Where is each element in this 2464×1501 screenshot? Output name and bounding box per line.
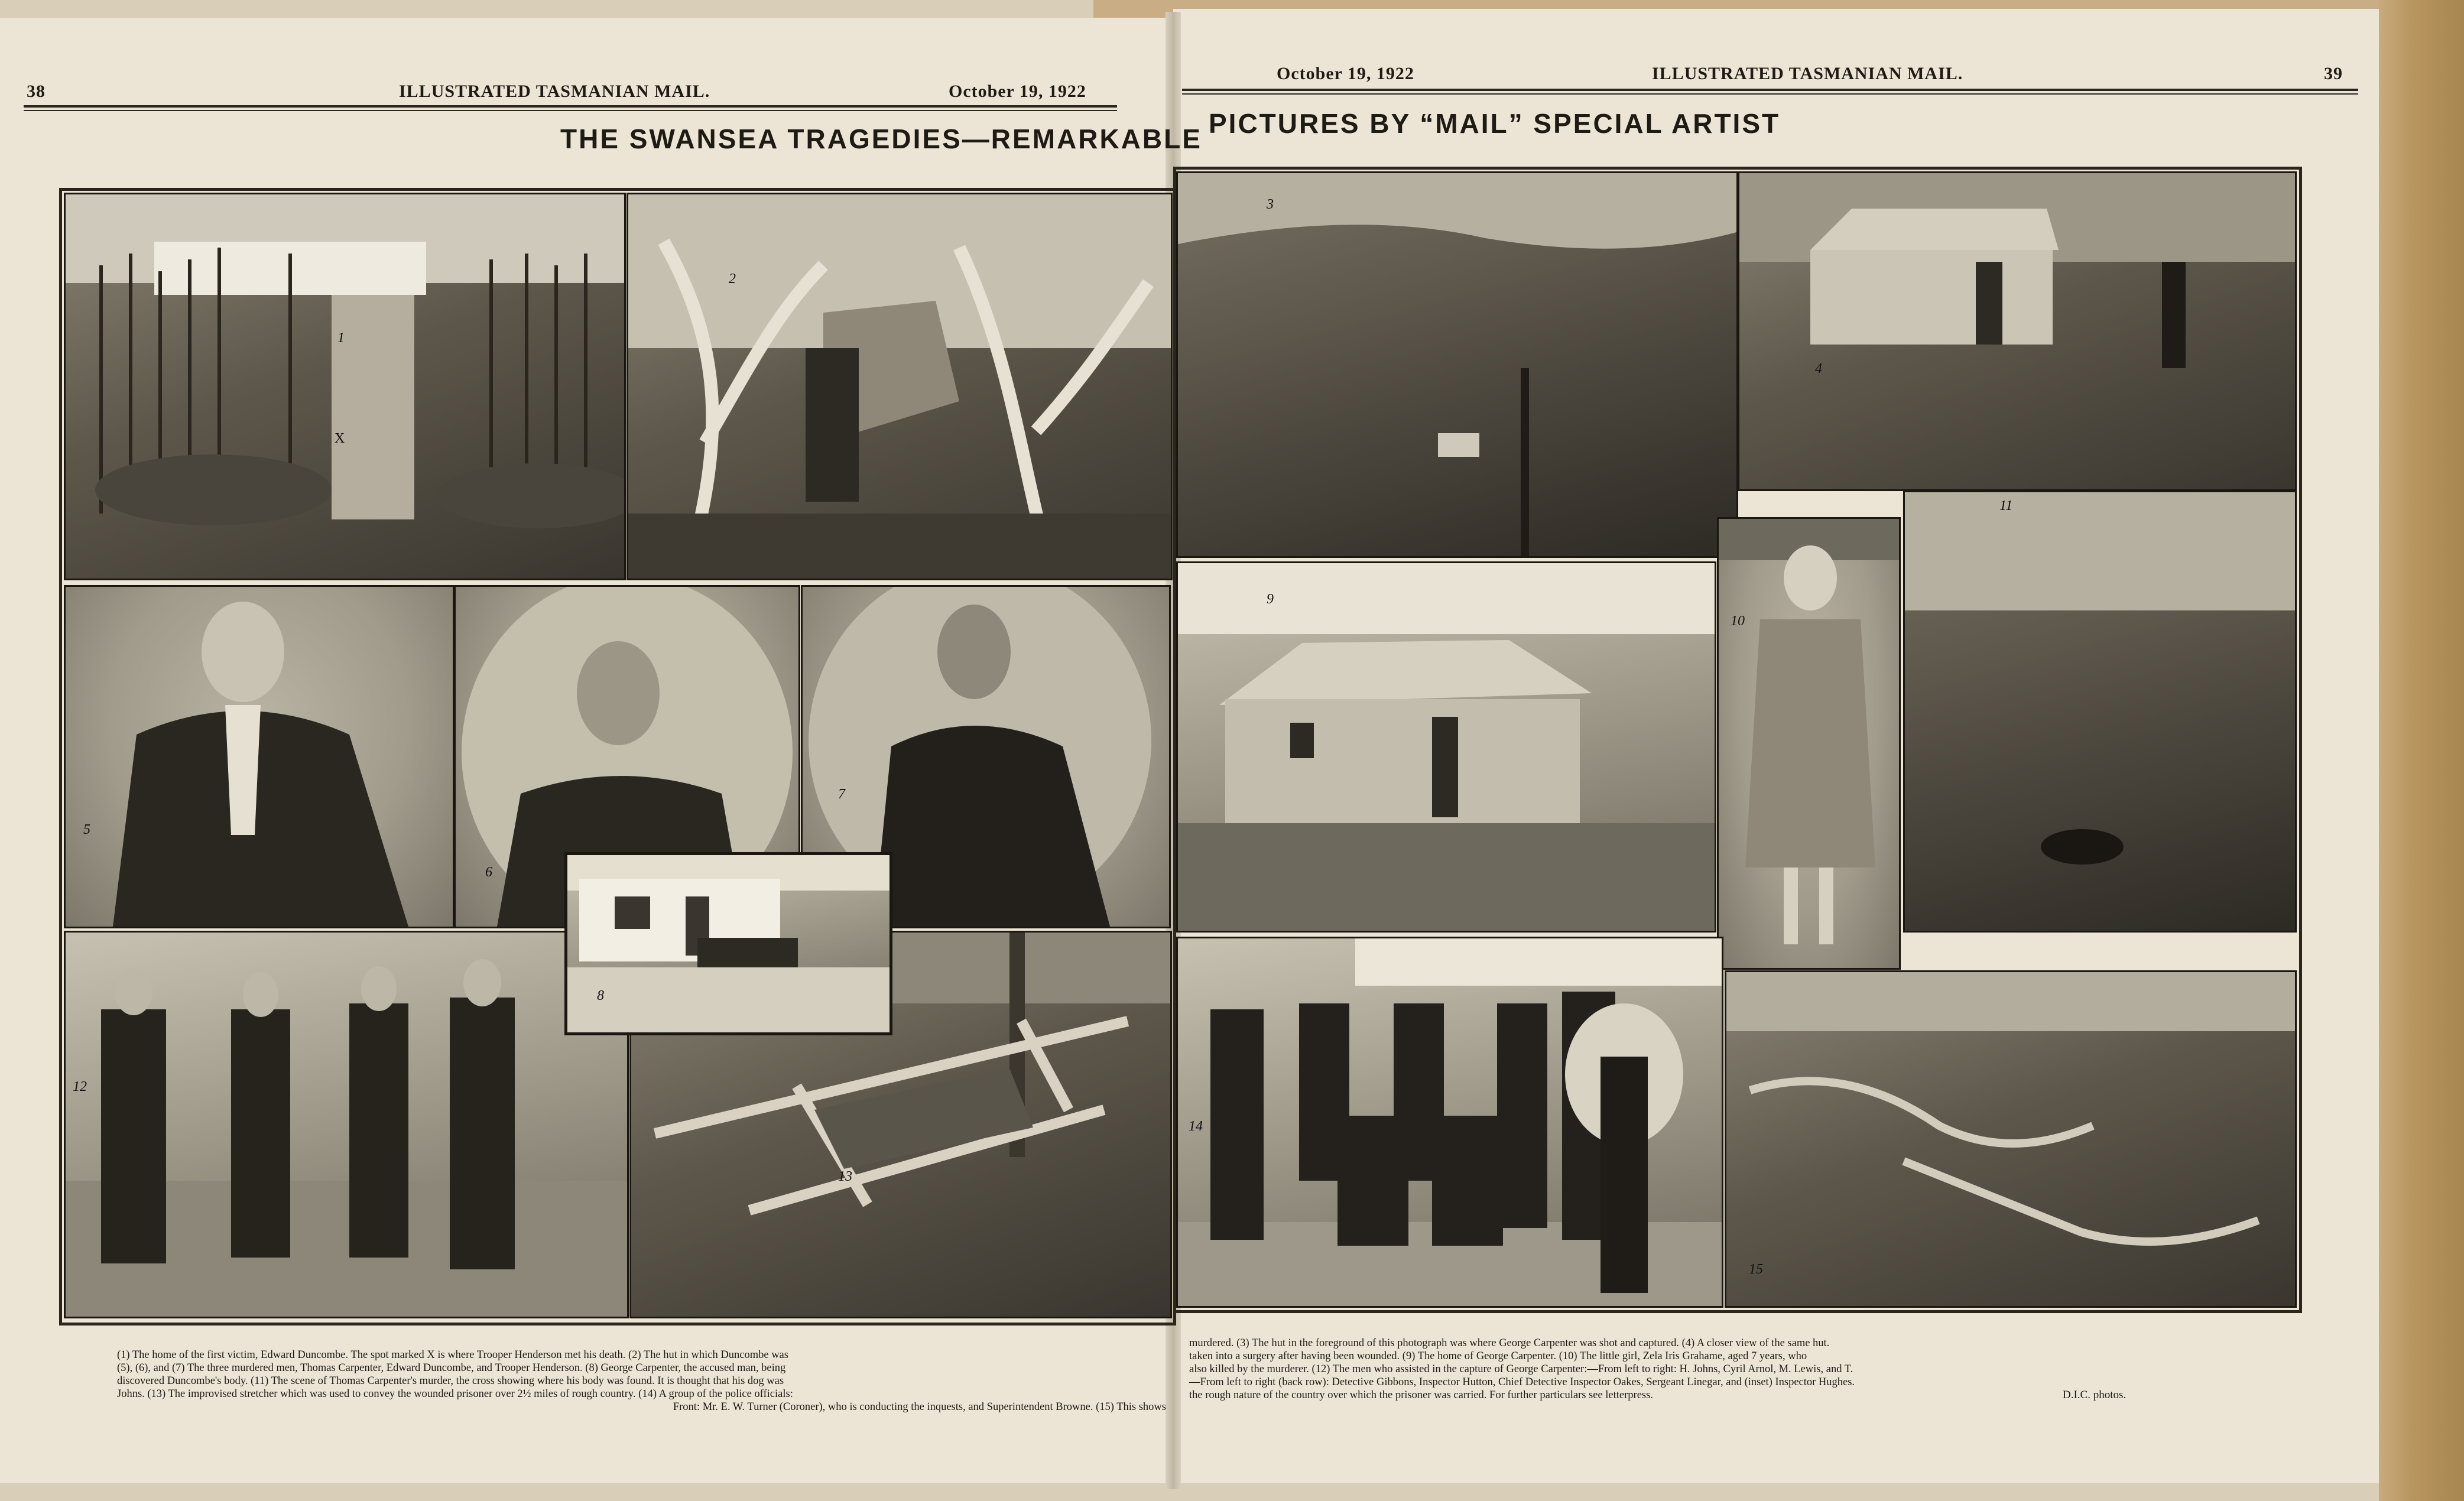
right-caption-line: —From left to right (back row): Detective Gibbons, Inspector Hutton, Chief Detective Inspector Oakes, Sergeant Linegar, and (inset) Inspector Hughes. <box>1189 1376 1855 1388</box>
photo-10-zela-iris-grahame <box>1717 517 1901 970</box>
left-caption-line: Front: Mr. E. W. Turner (Coroner), who is conducting the inquests, and Superintendent Browne. (15) This shows <box>673 1401 1166 1413</box>
left-masthead: ILLUSTRATED TASMANIAN MAIL. <box>399 82 710 101</box>
photo-3-number: 3 <box>1267 197 1274 212</box>
right-header-rule-thin <box>1182 93 2358 95</box>
left-page-number: 38 <box>27 82 46 101</box>
photo-14-number: 14 <box>1189 1119 1203 1134</box>
photo-4-hut-closeup <box>1738 171 2297 491</box>
x-mark: X <box>335 431 345 446</box>
right-header-rule <box>1182 89 2358 91</box>
right-date: October 19, 1922 <box>1277 64 1414 83</box>
photo-3-hut-valley <box>1176 171 1738 558</box>
photo-14-police-officials <box>1176 937 1723 1308</box>
right-masthead: ILLUSTRATED TASMANIAN MAIL. <box>1652 64 1963 83</box>
right-headline: PICTURES BY “MAIL” SPECIAL ARTIST <box>1209 108 1781 139</box>
photo-9-carpenter-home <box>1176 561 1716 933</box>
photo-15-number: 15 <box>1749 1262 1763 1277</box>
photo-13-number: 13 <box>838 1169 852 1184</box>
left-headline: THE SWANSEA TRAGEDIES—REMARKABLE <box>560 124 1202 154</box>
left-caption-line: Johns. (13) The improvised stretcher which was used to convey the wounded prisoner over 2½ miles of rough country. (14) A group of the police officials: <box>117 1388 793 1400</box>
right-page-number: 39 <box>2324 64 2343 83</box>
photo-11-number: 11 <box>1999 498 2013 514</box>
right-caption-line: murdered. (3) The hut in the foreground of this photograph was where George Carpenter was shot and captured. (4) A closer view of the same hut. <box>1189 1337 1830 1349</box>
photo-1-duncombe-home <box>64 193 626 580</box>
photo-5-thomas-carpenter <box>64 585 455 928</box>
photo-5-number: 5 <box>83 822 90 837</box>
photo-8-number: 8 <box>597 988 604 1003</box>
photo-10-number: 10 <box>1731 613 1745 629</box>
left-caption-line: (5), (6), and (7) The three murdered men, Thomas Carpenter, Edward Duncombe, and Trooper Henderson. (8) George Carpenter, the accused man, being <box>117 1362 786 1374</box>
photo-1-number: 1 <box>337 330 345 346</box>
photo-15-rough-country <box>1725 970 2297 1308</box>
photo-2-number: 2 <box>729 271 736 287</box>
photo-2-duncombe-hut <box>626 193 1173 580</box>
album-cover-edge <box>2379 0 2464 1501</box>
left-caption-line: discovered Duncombe's body. (11) The scene of Thomas Carpenter's murder, the cross showing where his body was found. It is thought that his dog was <box>117 1375 784 1387</box>
left-date: October 19, 1922 <box>949 82 1086 101</box>
photo-7-number: 7 <box>838 787 845 802</box>
photo-credit: D.I.C. photos. <box>2063 1389 2127 1401</box>
left-header-rule <box>24 105 1117 108</box>
photo-6-number: 6 <box>485 865 492 880</box>
left-caption-line: (1) The home of the first victim, Edward Duncombe. The spot marked X is where Trooper Henderson met his death. (2) The hut in which Duncombe was <box>117 1349 788 1361</box>
photo-11-thomas-carpenter-murder-scene <box>1903 490 2297 933</box>
right-caption-line: taken into a surgery after having been wounded. (9) The home of George Carpenter. (10) The little girl, Zela Iris Grahame, aged 7 years, who <box>1189 1350 1807 1362</box>
right-caption-line: the rough nature of the country over which the prisoner was carried. For further particulars see letterpress. <box>1189 1389 1653 1401</box>
photo-12-number: 12 <box>73 1079 87 1094</box>
photo-4-number: 4 <box>1815 361 1822 376</box>
left-header-rule-thin <box>24 110 1117 111</box>
right-caption-line: also killed by the murderer. (12) The men who assisted in the capture of George Carpenter:—From left to right: H. Johns, Cyril Arnol, M. Lewis, and T. <box>1189 1363 1853 1375</box>
left-caption <box>117 1349 1166 1414</box>
photo-9-number: 9 <box>1267 592 1274 607</box>
photo-8-surgery <box>564 852 892 1035</box>
photo-12-capture-party <box>64 931 629 1318</box>
